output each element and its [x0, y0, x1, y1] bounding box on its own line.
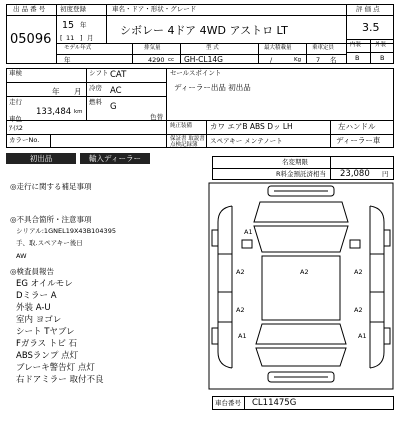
diagram-label: A2: [236, 306, 245, 314]
divider: [86, 68, 87, 120]
inspection-label: 車検: [9, 69, 22, 77]
divider: [306, 43, 307, 64]
import-badge: 輸入ディーラー: [80, 153, 150, 164]
inspector-label: ◎検査員報告: [10, 267, 55, 276]
report-item: EG オイルモレ: [16, 279, 73, 289]
report-item: ABSランプ 点灯: [16, 351, 79, 361]
fuel-value: G: [110, 102, 117, 112]
defects-extra: AW: [16, 252, 27, 260]
first-reg-month-unit: 月: [87, 34, 94, 42]
mileage-unit: km: [74, 109, 83, 115]
first-reg-year-unit: 年: [80, 21, 87, 29]
divider: [166, 68, 167, 148]
diagram-label: A2: [354, 268, 363, 276]
load-unit: Kg: [294, 57, 302, 63]
report-item: 外装 A-U: [16, 303, 51, 313]
divider: [330, 120, 331, 148]
divider: [206, 120, 207, 148]
interior-label: 内装: [350, 42, 362, 48]
capacity-label: 乗車定員: [312, 45, 335, 51]
first-reg-label: 初度登録: [60, 5, 86, 13]
equipment-text: カワ エアB ABS Dッ LH: [210, 122, 293, 131]
report-item: 右ドアミラー 取付不良: [16, 375, 104, 385]
diagram-label: A2: [300, 268, 309, 276]
lot-label: 出 品 番 号: [13, 5, 46, 13]
divider: [180, 43, 181, 64]
model-year-unit: 年: [64, 56, 71, 64]
steering-text: 左ハンドル: [338, 122, 376, 131]
displacement-unit: cc: [168, 57, 175, 63]
divider: [330, 156, 331, 180]
divider: [370, 39, 371, 64]
mileage-label: 走行: [9, 98, 22, 106]
ac-value: AC: [110, 86, 122, 96]
type-value: GH-CL14G: [184, 55, 223, 64]
shift-label: シフト: [89, 69, 109, 77]
car-damage-diagram: [208, 182, 394, 390]
report-item: Dミラー A: [16, 291, 57, 301]
capacity-value: 7: [316, 56, 321, 64]
defects-detail: 手、取.スペアキー後日: [16, 239, 83, 247]
report-item: ブレーキ警告灯 点灯: [16, 363, 95, 373]
diagram-label: A2: [236, 268, 245, 276]
serial-number: シリアル:1GNEL19X43B104395: [16, 227, 116, 235]
maintenance-text: スペアキー メンテノート: [210, 137, 283, 145]
type-label: 型 式: [206, 45, 219, 51]
recycle-deposit-unit: 円: [382, 170, 389, 178]
recycle-deposit-label: R料金預託済相当: [276, 170, 327, 178]
divider: [346, 4, 347, 64]
displacement-label: 排気量: [144, 45, 161, 51]
diagram-label: A1: [238, 332, 247, 340]
color-no-label: カラーNo.: [9, 136, 40, 144]
car-name: シボレー 4ドア 4WD アストロ LT: [120, 24, 288, 37]
load-label: 最大積載量: [264, 45, 292, 51]
recycle-label: 名変期限: [282, 158, 308, 166]
remarks-label: ◎走行に関する補足事項: [10, 182, 92, 191]
model-year-label: モデル年式: [64, 45, 92, 51]
first-reg-month-open: [: [60, 34, 63, 42]
fuel-label: 燃料: [89, 98, 102, 106]
divider: [244, 396, 245, 410]
defects-label: ◎不具合箇所・注意事項: [10, 215, 92, 224]
shift-value: CAT: [110, 70, 127, 80]
color-code: ｱｲｽ2: [9, 124, 23, 132]
car-name-label: 車名・ドア・形状・グレード: [112, 5, 197, 13]
first-listing-badge: 初出品: [6, 153, 76, 164]
rating-label: 評 価 点: [356, 5, 380, 13]
diagram-label: A2: [354, 306, 363, 314]
divider: [6, 120, 394, 121]
load-slash: /: [270, 56, 273, 64]
divider: [132, 43, 133, 64]
first-reg-month: 11: [66, 34, 75, 42]
chassis-value: CL11475G: [252, 398, 297, 408]
inspection-month-unit: 月: [74, 87, 82, 96]
divider: [258, 43, 259, 64]
sales-point-text: ディーラー出品 初出品: [174, 83, 251, 92]
lot-number: 05096: [10, 32, 52, 47]
equipment-label: 純正装備: [170, 123, 193, 129]
inspection-year-unit: 年: [52, 87, 60, 96]
diagram-label: A1: [358, 332, 367, 340]
ac-label: 冷房: [89, 84, 102, 92]
divider: [6, 96, 166, 97]
report-item: Fガラス トビ 石: [16, 339, 78, 349]
divider: [56, 43, 394, 44]
color-label: 色替: [150, 113, 163, 121]
color-code-label: 車色: [9, 115, 22, 123]
first-reg-year: 15: [62, 20, 75, 31]
rating-value: 3.5: [362, 21, 380, 34]
exterior-value: B: [380, 54, 385, 62]
report-item: 室内 ヨゴレ: [16, 315, 62, 325]
displacement-value: 4290: [148, 56, 165, 64]
divider: [6, 82, 166, 83]
divider: [6, 15, 394, 16]
dealer-text: ディーラー車: [336, 136, 381, 145]
report-item: シート Tヤブレ: [16, 327, 75, 337]
capacity-unit: 名: [330, 56, 337, 64]
warranty-label: 保証書 取説書 点検記録簿: [170, 136, 205, 149]
recycle-deposit-value: 23,080: [340, 169, 370, 179]
exterior-label: 外装: [375, 42, 387, 48]
mileage-value: 133,484: [36, 107, 72, 117]
divider: [106, 4, 107, 43]
divider: [6, 134, 394, 135]
diagram-label: A1: [244, 228, 253, 236]
first-reg-month-close: ]: [80, 34, 83, 42]
divider: [50, 134, 51, 148]
interior-value: B: [355, 54, 360, 62]
chassis-label: 車台番号: [215, 399, 241, 407]
sales-point-label: セールスポイント: [170, 69, 222, 77]
divider: [56, 4, 57, 64]
